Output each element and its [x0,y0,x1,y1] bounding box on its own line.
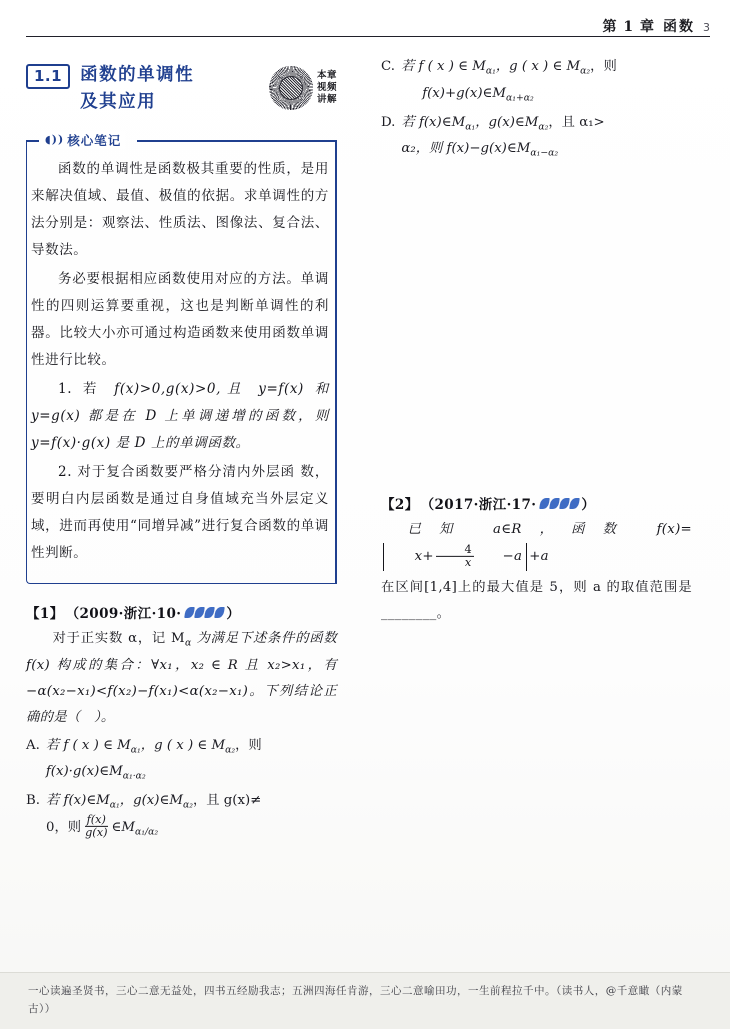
choice-b-sub1: α₁ [109,799,120,811]
header-chapter-title: 函数 [663,19,695,35]
notes-item-1-prefix: 1. 若 [58,381,104,397]
problem-2-abs-main: x+ [414,549,434,565]
choice-a-line2-sub: α₁·α₂ [122,771,146,783]
notes-item-2-body: 数，要明白内层函数是通过自身值域充当外层定义域，进而再使用“同增异减”进行复合函数的单调性判断。 [31,464,329,561]
choice-c-text [401,54,692,108]
choice-b-line2: 0，则 [46,820,82,836]
problem-2-fraction [436,544,474,569]
page-number: 3 [703,21,710,34]
choice-a-mid: ，g ( x ) ∈ M [140,737,226,753]
choice-b-frac-den: g(x) [85,825,108,839]
choice-b-line2-sub: α₁/α₂ [134,826,159,838]
problem-2-source-close: ） [581,497,596,514]
choice-b-line1: 若 f(x)∈M [46,793,110,809]
right-column [381,52,692,627]
core-notes-title-text: 核心笔记 [67,133,122,148]
choice-c-label: C. [381,59,395,74]
choice-a-sub2: α₂ [225,744,236,756]
choice-c-sub1: α₁ [485,65,496,77]
choice-a-line2: f(x)·g(x)∈M [45,764,123,780]
choice-b-mid: ，g(x)∈M [119,793,183,809]
header-divider [26,36,710,37]
choice-d-mid: ，g(x)∈M [475,114,539,130]
page-footer [0,972,730,1029]
problem-2-frac-num: 4 [436,544,474,557]
notes-top-left-rule [27,140,39,142]
section-title [80,62,194,116]
choice-d-label: D. [381,114,396,130]
problem-1-choice-d[interactable] [381,110,692,164]
choice-b-fraction [83,814,109,839]
choice-d-sub2: α₂ [538,121,549,133]
notes-right-rule [335,140,337,583]
choice-a-end: ，则 [235,737,262,753]
problem-1-stem-lead: 对于正实数 α，记 M [52,631,185,646]
choice-d-line2-sub: α₁−α₂ [530,148,559,160]
choice-a-text [46,733,337,787]
notes-item-1-body: f(x)>0,g(x)>0,且 y=f(x) 和 y=g(x) 都是在 D 上单调递增的函数，则 y=f(x)·g(x) 是 D 上的单调函数。 [31,381,329,451]
problem-1-choice-b[interactable] [26,788,337,842]
problem-2-source: （2017·浙江·17· [420,497,537,514]
notes-item-2 [31,459,329,567]
choice-b-line2-end: ∈M [111,820,135,836]
problem-2-line2: 在区间[1,4]上的最大值是 5，则 a 的取值范围是________。 [381,580,692,622]
section-title-line1: 函数的单调性 [80,65,195,85]
choice-a-line1: 若 f ( x ) ∈ M [45,737,131,753]
footer-text: 一心读遍圣贤书，三心二意无益处，四书五经励我志；五洲四海任肯游，三心二意喻田功，一生前程拉千中。（读书人，@千意瞰（内蒙古）） [28,985,683,1015]
qr-code-icon[interactable] [269,66,313,110]
problem-1-choice-c[interactable] [381,54,692,108]
problem-2-line1 [381,517,692,571]
notes-top-right-rule [137,140,337,142]
problem-2-line1-tail: +a [529,549,549,565]
choice-d-end: ，且 α₁> [548,114,605,130]
qr-label: 本章视频讲解 [317,70,338,105]
problem-1-stem-rest: 为满足下述条件的函数 f(x) 构成的集合：∀x₁，x₂ ∈ R 且 x₂>x₁，有 −α(x₂−x₁)<f(x₂)−f(x₁)<α(x₂−x₁)。下列结论正确的是（ ）。 [26,631,337,725]
absolute-value-group [383,543,527,571]
problem-2-frac-den: x [464,555,472,569]
choice-a-label: A. [26,737,40,753]
notes-item-2-prefix: 2. 对于复合函数要严格分清内外层函 [58,464,296,480]
problem-1-difficulty-stars [185,607,224,618]
header-chapter: 第 1 章 [602,19,655,35]
star-icon [215,607,226,618]
problem-1-source: （2009·浙江·10· [65,606,182,622]
choice-b-label: B. [26,793,40,809]
problem-1-source-close: ） [226,606,241,622]
choice-b-end: ，且 g(x)≠ [192,793,262,809]
section-heading [26,62,337,124]
choice-d-line2: α₂，则 f(x)−g(x)∈M [401,141,531,157]
choice-b-frac-num: f(x) [86,813,106,827]
choice-d-sub1: α₁ [465,121,476,133]
speaker-icon: ◖)) [45,132,65,146]
problem-2-tag: 【2】 [381,497,419,514]
choice-c-sub2: α₂ [580,65,591,77]
choice-c-line1: 若 f ( x ) ∈ M [400,59,486,74]
video-qr-block[interactable] [269,66,337,110]
choice-c-end: ，则 [590,59,617,74]
choice-b-sub2: α₂ [182,799,193,811]
choice-d-text [401,110,692,164]
choice-c-mid: ，g ( x ) ∈ M [495,59,581,74]
problem-1-tag: 【1】 [26,606,64,622]
problem-1-stem [26,626,337,731]
problem-2-difficulty-stars [540,498,579,509]
core-notes-box [26,132,337,584]
problem-1-stem-sub: α [184,637,192,649]
page-header [603,16,711,36]
problem-1-header [26,602,337,622]
core-notes-title [41,131,125,149]
section-title-line2: 及其应用 [80,92,157,113]
notes-paragraph-2: 务必要根据相应函数使用对应的方法。单调性的四则运算要重视，这也是判断单调性的利器。比较大小亦可通过构造函数来使用函数单调性进行比较。 [31,271,329,368]
choice-c-line2: f(x)+g(x)∈M [422,85,506,101]
problem-2 [381,493,692,627]
problem-2-lead: 已知 a∈R，函数 f(x)= [407,522,692,538]
left-column [26,52,337,842]
choice-a-sub1: α₁ [130,744,141,756]
choice-c-line2-sub: α₁+α₂ [505,92,534,104]
notes-item-1 [31,376,329,457]
choice-d-line1: 若 f(x)∈M [401,114,466,130]
problem-1-choice-a[interactable] [26,733,337,787]
star-icon [570,498,581,509]
problem-2-header [381,493,692,513]
choice-b-text [46,788,337,842]
notes-paragraph-1: 函数的单调性是函数极其重要的性质，是用来解决值域、最值、极值的依据。求单调性的方法分别是：观察法、性质法、图像法、复合法、导数法。 [31,161,329,258]
problem-2-abs-tail: −a [502,549,523,565]
section-number: 1.1 [26,64,70,89]
problem-1 [26,602,337,842]
